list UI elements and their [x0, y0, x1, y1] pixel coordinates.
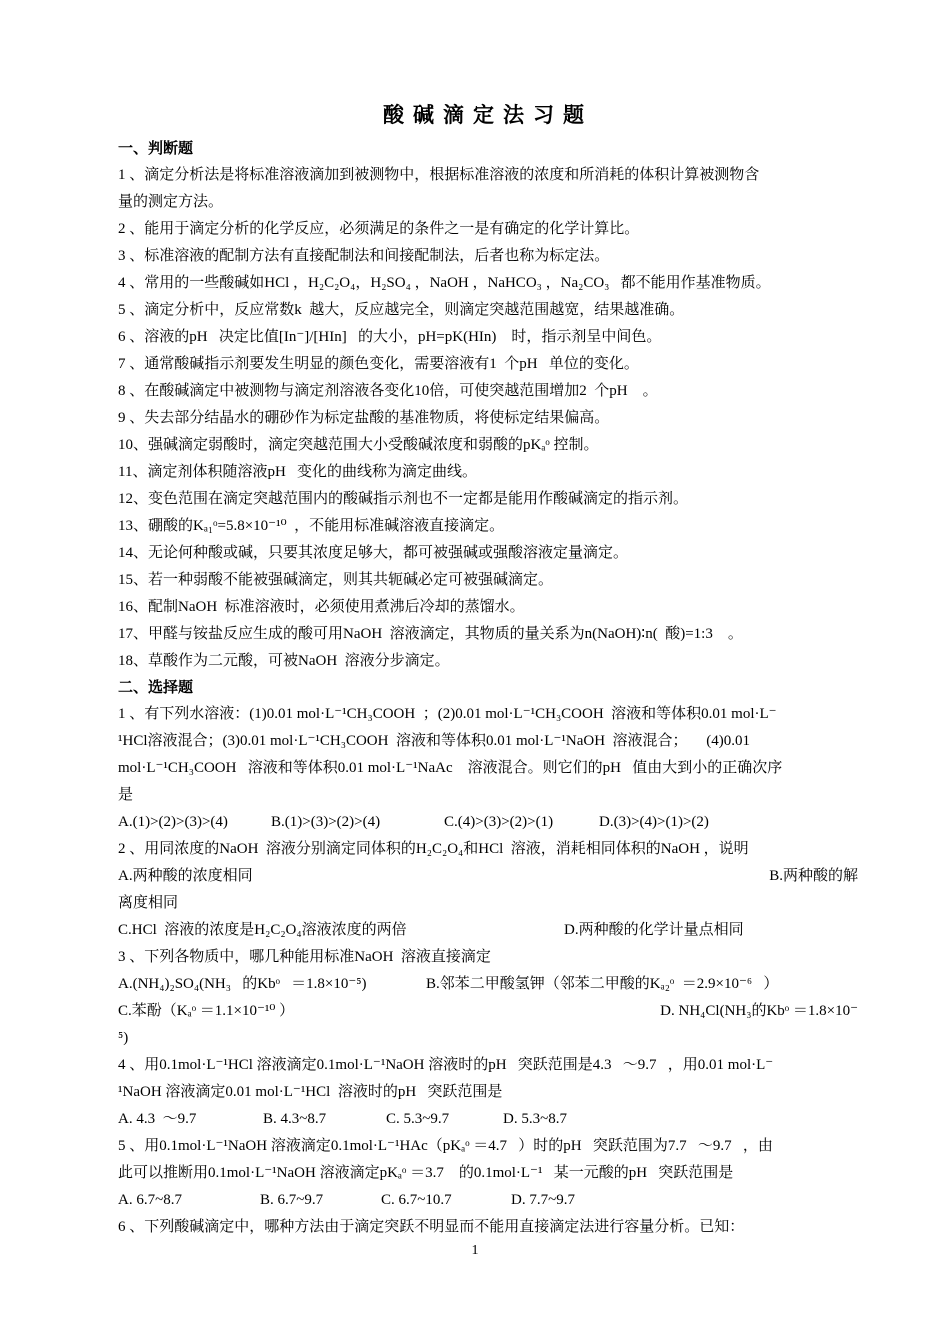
list-item: 4 、常用的一些酸碱如HCl ，H₂C₂O₄，H₂SO₄ ，NaOH ，NaHCO₃ ，Na₂CO₃ 都不能用作基准物质。	[118, 275, 771, 291]
option-row	[118, 809, 858, 836]
question-1	[118, 701, 858, 836]
question-text: ¹NaOH 溶液滴定0.01 mol·L⁻¹HCl 溶液时的pH 突跃范围是	[118, 1084, 503, 1100]
question-5	[118, 1133, 858, 1214]
option-c: C.(4)>(3)>(2)>(1)	[444, 814, 554, 830]
question-text: 6 、下列酸碱滴定中，哪种方法由于滴定突跃不明显而不能用直接滴定法进行容量分析。已知：	[118, 1219, 745, 1235]
option-b-continued: 离度相同	[118, 895, 179, 911]
question-text: 此可以推断用0.1mol·L⁻¹NaOH 溶液滴定pKₐᵒ ＝3.7 的0.1mol·L⁻¹ 某一元酸的pH 突跃范围是	[118, 1165, 734, 1181]
option-d: D. NH₄Cl(NH₃的Kbᵒ ＝1.8×10⁻	[660, 1003, 858, 1019]
option-b: B.(1)>(3)>(2)>(4)	[271, 814, 381, 830]
page-title: 酸碱滴定法习题	[383, 103, 593, 127]
option-d: D.(3)>(4)>(1)>(2)	[599, 814, 709, 830]
list-item: 6 、溶液的pH 决定比值[In⁻]/[HIn] 的大小，pH=pK(HIn) 时，指示剂呈中间色。	[118, 329, 662, 345]
question-text: 2 、用同浓度的NaOH 溶液分别滴定同体积的H₂C₂O₄和HCl 溶液，消耗相同体积的NaOH ，说明	[118, 841, 749, 857]
section-heading-judge: 一、判断题	[118, 141, 194, 157]
option-row	[118, 917, 858, 944]
option-c: C. 6.7~10.7	[381, 1192, 452, 1208]
question-2	[118, 836, 858, 944]
option-c: C.苯酚（Kₐᵒ ＝1.1×10⁻¹⁰ ）	[118, 1003, 295, 1019]
list-item: 2 、能用于滴定分析的化学反应，必须满足的条件之一是有确定的化学计算比。	[118, 221, 640, 237]
section-heading-choice: 二、选择题	[118, 680, 194, 696]
list-item: 3 、标准溶液的配制方法有直接配制法和间接配制法，后者也称为标定法。	[118, 248, 610, 264]
option-b: B. 6.7~9.7	[260, 1192, 324, 1208]
question-4	[118, 1052, 858, 1133]
option-a: A.(NH₄)₂SO₄(NH₃ 的Kbᵒ ＝1.8×10⁻⁵)	[118, 976, 367, 992]
option-d-continued: ⁵)	[118, 1030, 129, 1046]
option-a: A. 4.3 ～9.7	[118, 1111, 197, 1127]
option-c: C. 5.3~9.7	[386, 1111, 450, 1127]
list-item: 13、硼酸的Kₐ₁ᵒ=5.8×10⁻¹⁰ ，不能用标准碱溶液直接滴定。	[118, 518, 505, 534]
list-item: 16、配制NaOH 标准溶液时，必须使用煮沸后冷却的蒸馏水。	[118, 599, 525, 615]
option-b: B.邻苯二甲酸氢钾（邻苯二甲酸的Kₐ₂ᵒ ＝2.9×10⁻⁶ ）	[426, 976, 779, 992]
judge-list	[118, 162, 858, 675]
option-d: D. 7.7~9.7	[511, 1192, 575, 1208]
list-item: 9 、失去部分结晶水的硼砂作为标定盐酸的基准物质，将使标定结果偏高。	[118, 410, 610, 426]
option-b: B.两种酸的解	[769, 868, 858, 884]
option-a: A. 6.7~8.7	[118, 1192, 182, 1208]
question-text: mol·L⁻¹CH₃COOH 溶液和等体积0.01 mol·L⁻¹NaAc 溶液混合。则它们的pH 值由大到小的正确次序	[118, 760, 783, 776]
option-c: C.HCl 溶液的浓度是H₂C₂O₄溶液浓度的两倍	[118, 922, 407, 938]
list-item: 15、若一种弱酸不能被强碱滴定，则其共轭碱必定可被强碱滴定。	[118, 572, 554, 588]
option-a: A.(1)>(2)>(3)>(4)	[118, 814, 228, 830]
option-row	[118, 1106, 858, 1133]
option-row	[118, 1187, 858, 1214]
page-number: 1	[471, 1243, 479, 1258]
list-item: 18、草酸作为二元酸，可被NaOH 溶液分步滴定。	[118, 653, 450, 669]
option-d: D. 5.3~8.7	[503, 1111, 567, 1127]
option-row	[118, 971, 858, 998]
question-text: ¹HCl溶液混合；(3)0.01 mol·L⁻¹CH₃COOH 溶液和等体积0.01 mol·L⁻¹NaOH 溶液混合； (4)0.01	[118, 733, 751, 749]
question-text: 是	[118, 787, 134, 803]
option-a: A.两种酸的浓度相同	[118, 868, 253, 884]
option-row	[118, 863, 858, 890]
list-item: 17、甲醛与铵盐反应生成的酸可用NaOH 溶液滴定，其物质的量关系为n(NaOH)∶n( 酸)=1:3 。	[118, 626, 743, 642]
list-item: 1 、滴定分析法是将标准溶液滴加到被测物中，根据标准溶液的浓度和所消耗的体积计算被测物含	[118, 167, 760, 183]
question-text: 4 、用0.1mol·L⁻¹HCl 溶液滴定0.1mol·L⁻¹NaOH 溶液时的pH 突跃范围是4.3 ～9.7 ，用0.01 mol·L⁻	[118, 1057, 774, 1073]
question-3	[118, 944, 858, 1052]
list-item: 11、滴定剂体积随溶液pH 变化的曲线称为滴定曲线。	[118, 464, 478, 480]
option-b: B. 4.3~8.7	[263, 1111, 327, 1127]
question-text: 5 、用0.1mol·L⁻¹NaOH 溶液滴定0.1mol·L⁻¹HAc（pKₐᵒ ＝4.7 ）时的pH 突跃范围为7.7 ～9.7 ，由	[118, 1138, 773, 1154]
list-item: 12、变色范围在滴定突越范围内的酸碱指示剂也不一定都是能用作酸碱滴定的指示剂。	[118, 491, 689, 507]
question-text: 1 、有下列水溶液：(1)0.01 mol·L⁻¹CH₃COOH ；(2)0.01 mol·L⁻¹CH₃COOH 溶液和等体积0.01 mol·L⁻	[118, 706, 777, 722]
option-row	[118, 998, 858, 1025]
question-6	[118, 1214, 858, 1241]
list-item: 7 、通常酸碱指示剂要发生明显的颜色变化，需要溶液有1 个pH 单位的变化。	[118, 356, 639, 372]
option-d: D.两种酸的化学计量点相同	[564, 922, 744, 938]
list-item: 5 、滴定分析中，反应常数k 越大，反应越完全，则滴定突越范围越宽，结果越准确。	[118, 302, 685, 318]
list-item: 8 、在酸碱滴定中被测物与滴定剂溶液各变化10倍，可使突越范围增加2 个pH 。	[118, 383, 658, 399]
question-text: 3 、下列各物质中，哪几种能用标准NaOH 溶液直接滴定	[118, 949, 491, 965]
document-page	[118, 100, 858, 1241]
list-item: 10、强碱滴定弱酸时，滴定突越范围大小受酸碱浓度和弱酸的pKₐᵒ 控制。	[118, 437, 599, 453]
list-item: 量的测定方法。	[118, 194, 224, 210]
list-item: 14、无论何种酸或碱，只要其浓度足够大，都可被强碱或强酸溶液定量滴定。	[118, 545, 629, 561]
